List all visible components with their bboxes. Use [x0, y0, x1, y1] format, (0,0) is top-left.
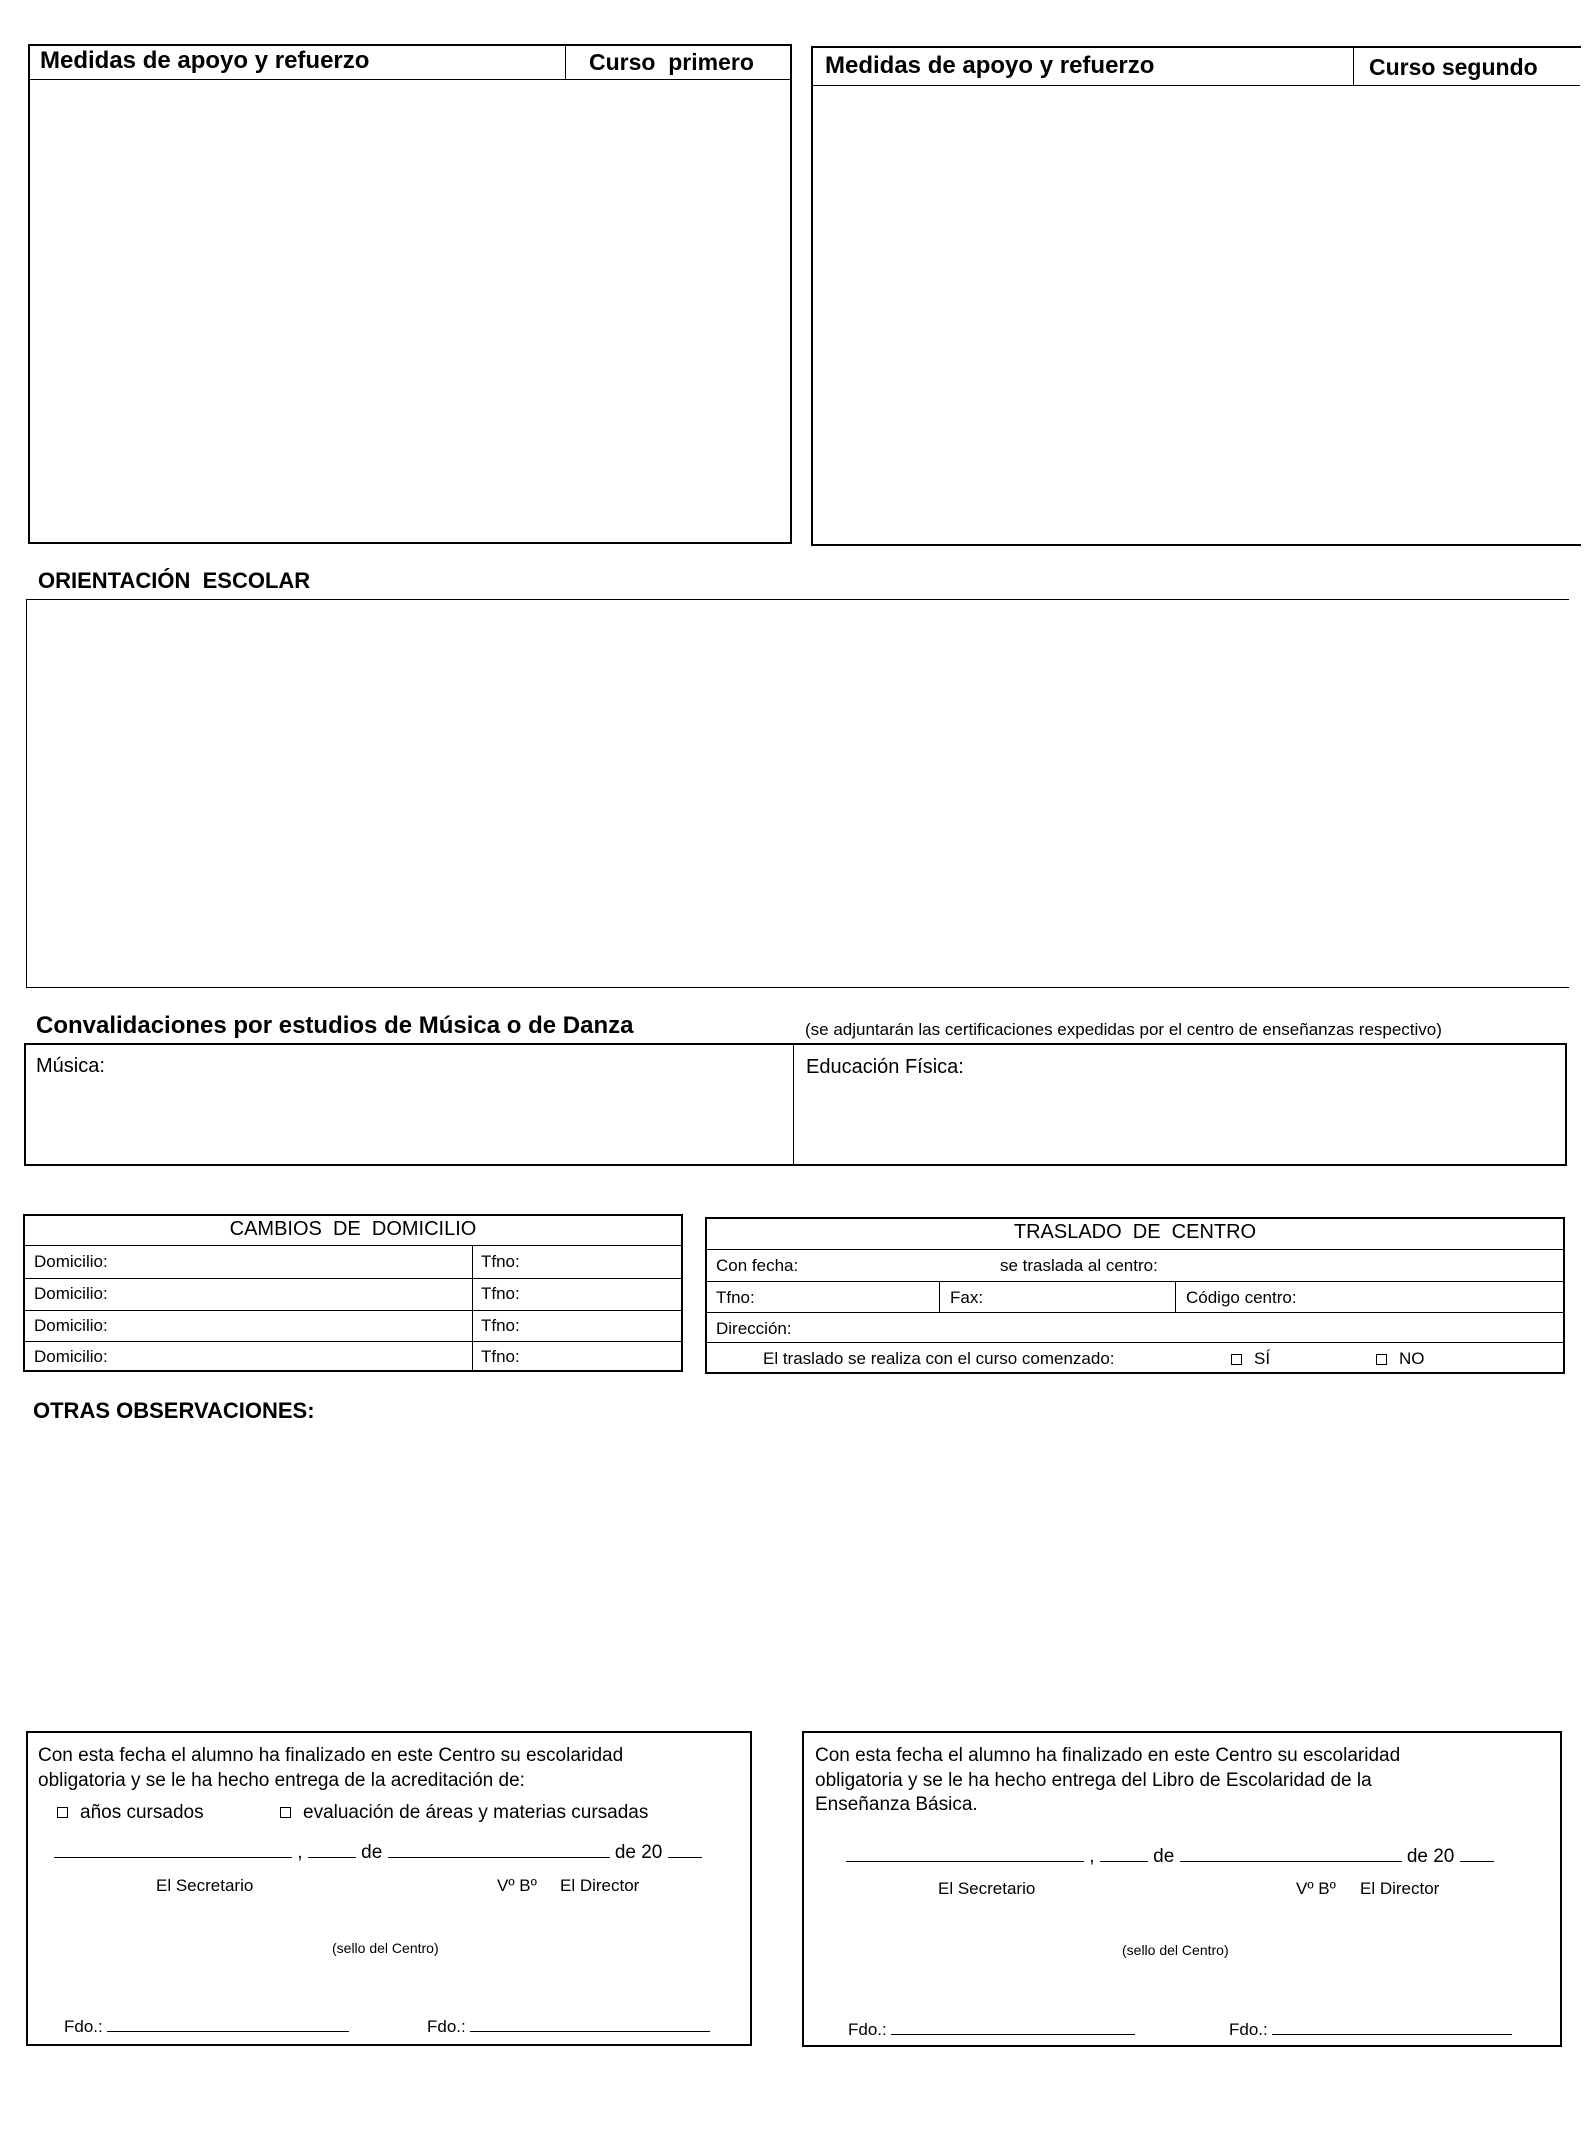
transfer-address-label: Dirección:: [716, 1319, 792, 1338]
address-phone-divider: [472, 1245, 473, 1371]
support-first-content-area[interactable]: [32, 83, 788, 540]
orientation-left-border: [26, 599, 27, 987]
director-signature-field[interactable]: [470, 2013, 710, 2032]
comma: ,: [297, 1842, 303, 1863]
address-row-1-address: Domicilio:: [34, 1252, 108, 1271]
support-first-header-line: [29, 79, 791, 80]
fdo-label-1: Fdo.:: [64, 2017, 103, 2036]
transfer-started-label: El traslado se realiza con el curso comenzado:: [763, 1349, 1115, 1368]
address-row-line-2: [24, 1278, 682, 1279]
music-field[interactable]: [30, 1080, 786, 1160]
cert-left-secretary: El Secretario: [156, 1876, 254, 1895]
support-first-course: Curso primero: [589, 49, 754, 75]
cert-right-signature-2[interactable]: [1229, 2016, 1512, 2040]
no-label: NO: [1399, 1349, 1425, 1368]
address-row-line-1: [24, 1245, 682, 1246]
support-second-header-divider: [1353, 47, 1354, 85]
year-field[interactable]: [1460, 1843, 1494, 1862]
transfer-fax-divider: [939, 1281, 940, 1312]
transfer-line-3: [706, 1312, 1564, 1313]
address-row-1-phone: Tfno:: [481, 1252, 520, 1271]
cert-right-signature-1[interactable]: [848, 2016, 1135, 2040]
observations-area[interactable]: [30, 1432, 1560, 1722]
transfer-line-2: [706, 1281, 1564, 1282]
observations-title: OTRAS OBSERVACIONES:: [33, 1398, 315, 1423]
cert-right-line-2: obligatoria y se le ha hecho entrega del Libro de Escolaridad de la: [815, 1770, 1372, 1791]
pe-field[interactable]: [800, 1080, 1560, 1160]
cert-right-secretary: El Secretario: [938, 1879, 1036, 1898]
years-checkbox[interactable]: [57, 1807, 68, 1818]
transfer-title: TRASLADO DE CENTRO: [1013, 1221, 1257, 1243]
fdo-label-2: Fdo.:: [427, 2017, 466, 2036]
cert-left-line-1: Con esta fecha el alumno ha finalizado en este Centro su escolaridad: [38, 1745, 624, 1766]
year-field[interactable]: [668, 1839, 702, 1858]
cert-left-option-2[interactable]: [280, 1802, 648, 1824]
transfer-line-4: [706, 1342, 1564, 1343]
support-second-title: Medidas de apoyo y refuerzo: [825, 52, 1155, 79]
secretary-signature-field[interactable]: [891, 2016, 1135, 2035]
de-label-2: de 20: [614, 1842, 663, 1863]
cert-left-signature-1[interactable]: [64, 2013, 349, 2037]
address-row-line-4: [24, 1341, 682, 1342]
transfer-code-label: Código centro:: [1186, 1288, 1297, 1307]
transfer-no-option[interactable]: [1376, 1349, 1425, 1369]
orientation-title: ORIENTACIÓN ESCOLAR: [38, 568, 311, 593]
cert-right-date-line[interactable]: [846, 1843, 1494, 1868]
pe-label: Educación Física:: [806, 1056, 964, 1078]
address-row-2-phone: Tfno:: [481, 1284, 520, 1303]
evaluation-label: evaluación de áreas y materias cursadas: [303, 1802, 649, 1823]
comma: ,: [1089, 1846, 1095, 1867]
cert-left-seal: (sello del Centro): [332, 1940, 439, 1956]
transfer-code-divider: [1175, 1281, 1176, 1312]
transfer-moves-label: se traslada al centro:: [1000, 1256, 1158, 1275]
address-row-2-address: Domicilio:: [34, 1284, 108, 1303]
address-row-3-phone: Tfno:: [481, 1316, 520, 1335]
cert-left-line-2: obligatoria y se le ha hecho entrega de la acreditación de:: [38, 1770, 525, 1791]
de-label-1: de: [361, 1842, 383, 1863]
place-field[interactable]: [846, 1843, 1084, 1862]
de-label-2: de 20: [1406, 1846, 1455, 1867]
music-label: Música:: [36, 1055, 105, 1077]
cert-left-vb: Vº Bº: [497, 1876, 537, 1895]
month-field[interactable]: [1180, 1843, 1402, 1862]
orientation-bottom-line: [26, 987, 1569, 988]
transfer-phone-label: Tfno:: [716, 1288, 755, 1307]
years-label: años cursados: [80, 1802, 204, 1823]
cert-right-seal: (sello del Centro): [1122, 1942, 1229, 1958]
yes-checkbox[interactable]: [1231, 1354, 1242, 1365]
address-row-line-3: [24, 1310, 682, 1311]
orientation-title-line: [26, 599, 1569, 600]
convalidation-title: Convalidaciones por estudios de Música o de Danza: [36, 1012, 634, 1039]
yes-label: SÍ: [1254, 1349, 1271, 1368]
day-field[interactable]: [308, 1839, 356, 1858]
address-row-4-address: Domicilio:: [34, 1347, 108, 1366]
transfer-yes-option[interactable]: [1231, 1349, 1270, 1369]
cert-left-option-1[interactable]: [57, 1802, 204, 1824]
support-second-content-area[interactable]: [815, 89, 1577, 542]
fdo-label-1: Fdo.:: [848, 2020, 887, 2039]
convalidation-note: (se adjuntarán las certificaciones expedidas por el centro de enseñanzas respectivo): [805, 1020, 1442, 1039]
evaluation-checkbox[interactable]: [280, 1807, 291, 1818]
convalidation-divider: [793, 1044, 794, 1165]
transfer-line-1: [706, 1249, 1564, 1250]
place-field[interactable]: [54, 1839, 292, 1858]
cert-left-signature-2[interactable]: [427, 2013, 710, 2037]
cert-right-line-1: Con esta fecha el alumno ha finalizado en este Centro su escolaridad: [815, 1745, 1401, 1766]
support-first-header-divider: [565, 45, 566, 79]
transfer-fax-label: Fax:: [950, 1288, 984, 1307]
orientation-content-area[interactable]: [30, 603, 1565, 983]
director-signature-field[interactable]: [1272, 2016, 1512, 2035]
support-second-header-line: [812, 85, 1580, 86]
address-row-3-address: Domicilio:: [34, 1316, 108, 1335]
month-field[interactable]: [388, 1839, 610, 1858]
fdo-label-2: Fdo.:: [1229, 2020, 1268, 2039]
de-label-1: de: [1153, 1846, 1175, 1867]
cert-right-director: El Director: [1360, 1879, 1440, 1898]
cert-right-line-3: Enseñanza Básica.: [815, 1794, 978, 1815]
cert-left-date-line[interactable]: [54, 1839, 702, 1864]
address-row-4-phone: Tfno:: [481, 1347, 520, 1366]
cert-left-director: El Director: [560, 1876, 640, 1895]
secretary-signature-field[interactable]: [107, 2013, 349, 2032]
day-field[interactable]: [1100, 1843, 1148, 1862]
no-checkbox[interactable]: [1376, 1354, 1387, 1365]
support-second-course: Curso segundo: [1369, 54, 1538, 80]
transfer-date-label: Con fecha:: [716, 1256, 799, 1275]
address-changes-title: CAMBIOS DE DOMICILIO: [229, 1218, 477, 1240]
cert-right-vb: Vº Bº: [1296, 1879, 1336, 1898]
support-first-title: Medidas de apoyo y refuerzo: [40, 47, 370, 74]
